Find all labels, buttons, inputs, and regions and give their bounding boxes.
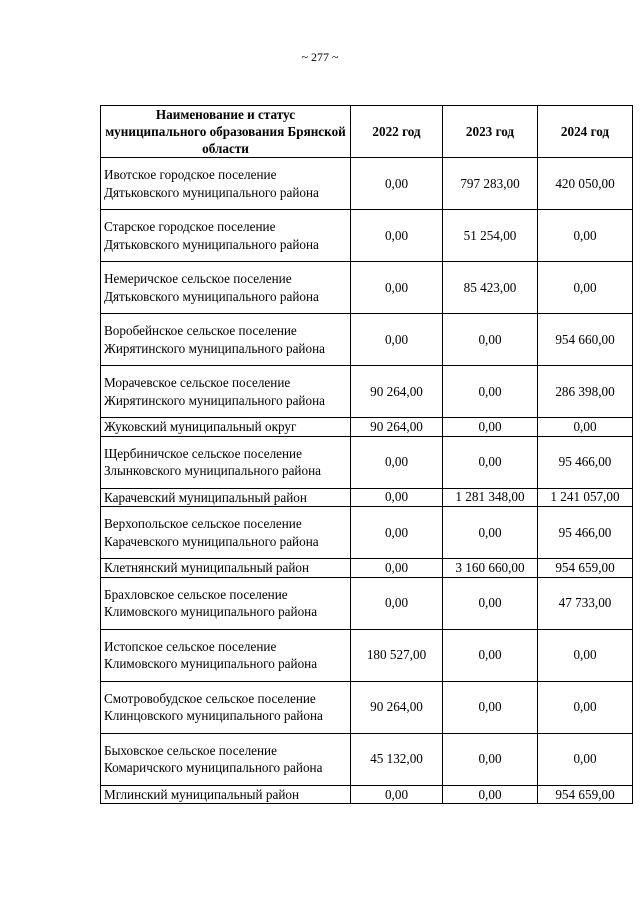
table-header-row [101, 106, 633, 158]
value-2024: 0,00 [538, 210, 633, 262]
value-2024: 47 733,00 [538, 577, 633, 629]
municipality-name: Верхопольское сельское поселение Карачевского муниципального района [101, 507, 351, 559]
value-2024: 420 050,00 [538, 158, 633, 210]
value-2023: 0,00 [443, 577, 538, 629]
value-2022: 0,00 [351, 577, 443, 629]
value-2023: 51 254,00 [443, 210, 538, 262]
value-2024: 954 659,00 [538, 559, 633, 578]
page-number: ~ 277 ~ [301, 50, 339, 64]
municipality-name: Мглинский муниципальный район [101, 785, 351, 804]
value-2023: 1 281 348,00 [443, 488, 538, 507]
value-2024: 1 241 057,00 [538, 488, 633, 507]
value-2022: 0,00 [351, 559, 443, 578]
value-2022: 90 264,00 [351, 366, 443, 418]
value-2022: 90 264,00 [351, 681, 443, 733]
value-2024: 0,00 [538, 681, 633, 733]
municipality-name: Брахловское сельское поселение Климовского муниципального района [101, 577, 351, 629]
municipality-name: Смотровобудское сельское поселение Клинцовского муниципального района [101, 681, 351, 733]
table-row [101, 733, 633, 785]
header-2023: 2023 год [443, 106, 538, 158]
table-row [101, 366, 633, 418]
table-row [101, 158, 633, 210]
value-2024: 0,00 [538, 629, 633, 681]
value-2023: 0,00 [443, 366, 538, 418]
value-2022: 0,00 [351, 262, 443, 314]
table-row [101, 507, 633, 559]
value-2023: 0,00 [443, 418, 538, 437]
header-2022: 2022 год [351, 106, 443, 158]
value-2023: 0,00 [443, 629, 538, 681]
value-2022: 0,00 [351, 210, 443, 262]
municipality-name: Морачевское сельское поселение Жирятинского муниципального района [101, 366, 351, 418]
value-2022: 0,00 [351, 314, 443, 366]
municipality-name: Воробейнское сельское поселение Жирятинского муниципального района [101, 314, 351, 366]
value-2023: 0,00 [443, 436, 538, 488]
table-row [101, 559, 633, 578]
municipality-name: Щербиничское сельское поселение Злынковского муниципального района [101, 436, 351, 488]
value-2023: 0,00 [443, 507, 538, 559]
municipality-name: Клетнянский муниципальный район [101, 559, 351, 578]
table-row [101, 262, 633, 314]
value-2022: 0,00 [351, 507, 443, 559]
table-row [101, 488, 633, 507]
table-row [101, 210, 633, 262]
table-row [101, 681, 633, 733]
value-2023: 85 423,00 [443, 262, 538, 314]
value-2022: 0,00 [351, 488, 443, 507]
municipality-name: Жуковский муниципальный округ [101, 418, 351, 437]
value-2024: 286 398,00 [538, 366, 633, 418]
table-row [101, 418, 633, 437]
value-2022: 0,00 [351, 158, 443, 210]
municipality-name: Старское городское поселение Дятьковского муниципального района [101, 210, 351, 262]
value-2022: 0,00 [351, 436, 443, 488]
municipality-name: Карачевский муниципальный район [101, 488, 351, 507]
table-row [101, 629, 633, 681]
value-2023: 0,00 [443, 785, 538, 804]
value-2024: 95 466,00 [538, 436, 633, 488]
value-2024: 954 659,00 [538, 785, 633, 804]
value-2023: 0,00 [443, 733, 538, 785]
value-2022: 180 527,00 [351, 629, 443, 681]
value-2024: 0,00 [538, 418, 633, 437]
header-municipality: Наименование и статус муниципального образования Брянской области [101, 106, 351, 158]
value-2024: 954 660,00 [538, 314, 633, 366]
value-2022: 0,00 [351, 785, 443, 804]
value-2022: 90 264,00 [351, 418, 443, 437]
municipality-name: Немеричское сельское поселение Дятьковского муниципального района [101, 262, 351, 314]
value-2023: 0,00 [443, 681, 538, 733]
table-row [101, 314, 633, 366]
value-2024: 95 466,00 [538, 507, 633, 559]
table-row [101, 577, 633, 629]
budget-table [100, 105, 633, 804]
value-2022: 45 132,00 [351, 733, 443, 785]
table-row [101, 785, 633, 804]
value-2024: 0,00 [538, 262, 633, 314]
value-2023: 3 160 660,00 [443, 559, 538, 578]
municipality-name: Истопское сельское поселение Климовского муниципального района [101, 629, 351, 681]
municipality-name: Ивотское городское поселение Дятьковского муниципального района [101, 158, 351, 210]
municipality-name: Быховское сельское поселение Комаричского муниципального района [101, 733, 351, 785]
value-2024: 0,00 [538, 733, 633, 785]
header-2024: 2024 год [538, 106, 633, 158]
value-2023: 797 283,00 [443, 158, 538, 210]
value-2023: 0,00 [443, 314, 538, 366]
table-row [101, 436, 633, 488]
